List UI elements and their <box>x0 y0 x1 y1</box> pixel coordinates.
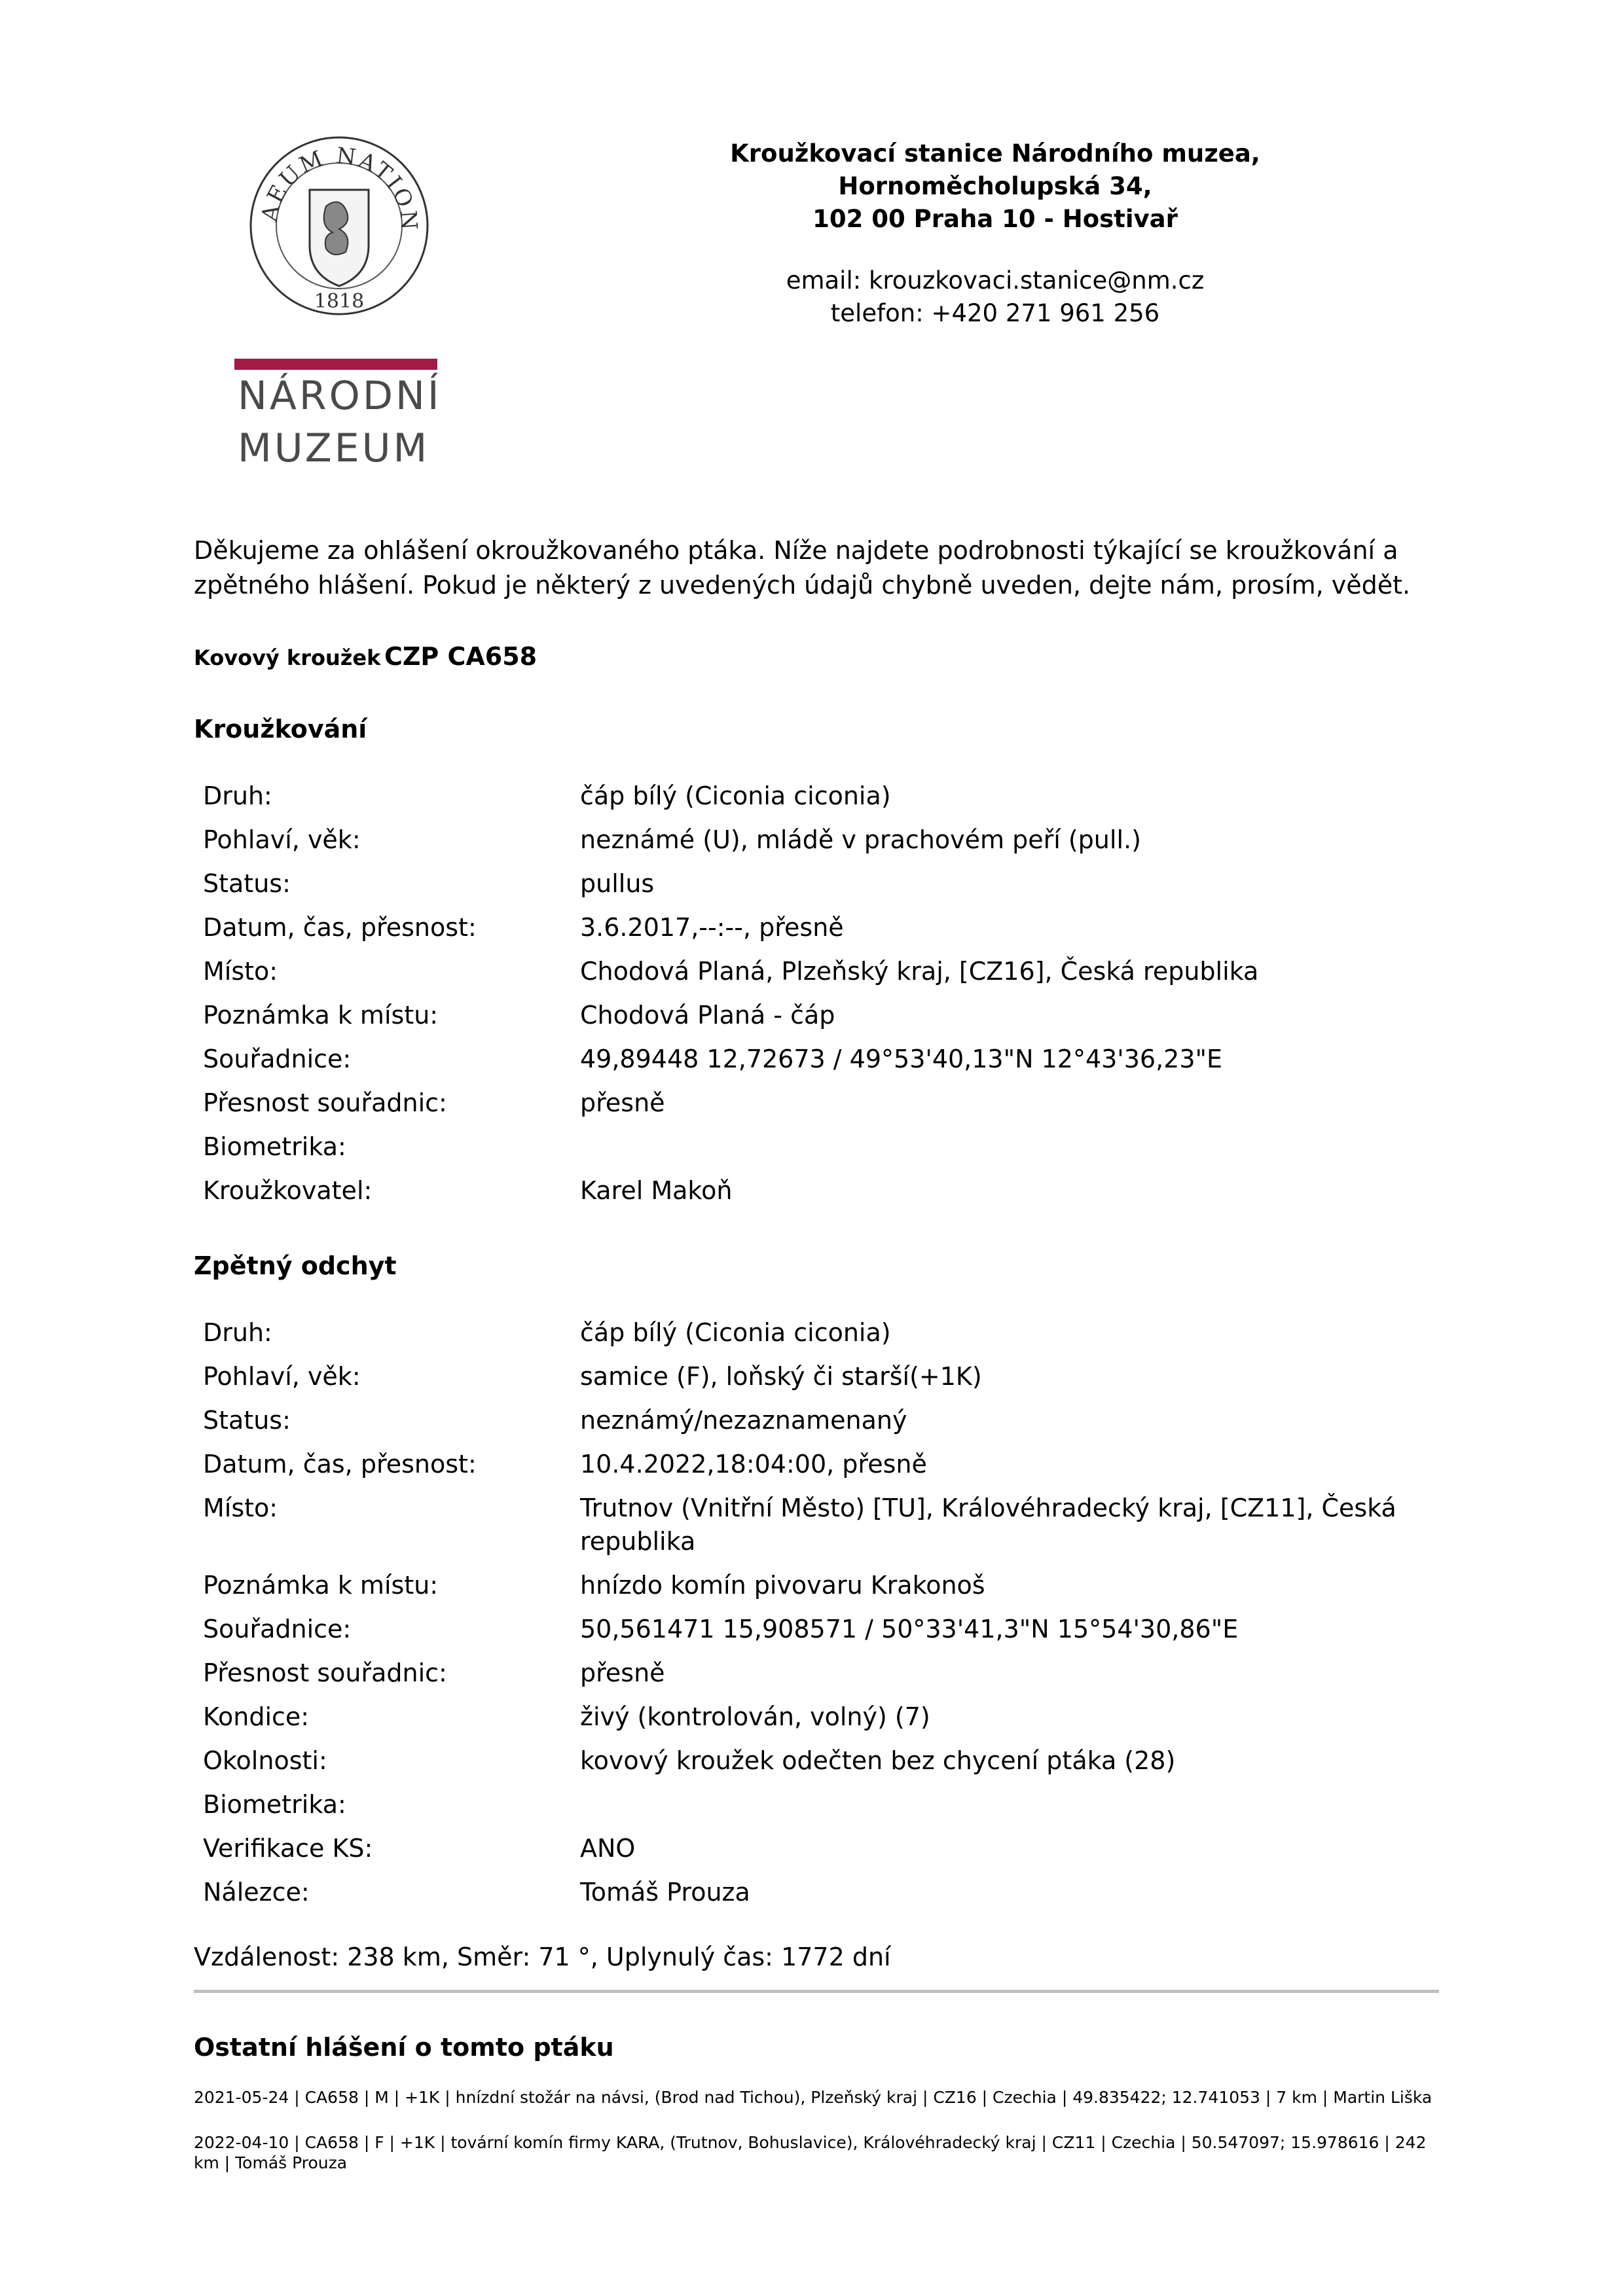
detail-row <box>194 1404 1438 1437</box>
detail-label: Biometrika: <box>203 1790 346 1819</box>
ring-id <box>194 642 1438 671</box>
detail-label: Pohlaví, věk: <box>203 1362 361 1391</box>
detail-label: Místo: <box>203 1494 278 1522</box>
detail-row <box>194 1174 1438 1208</box>
detail-row <box>194 1657 1438 1690</box>
detail-label: Druh: <box>203 781 272 810</box>
detail-row <box>194 1744 1438 1778</box>
detail-value: Trutnov (Vnitřní Město) [TU], Královéhradecký kraj, [CZ11], Česká republika <box>580 1494 1396 1556</box>
intro-text: Děkujeme za ohlášení okroužkovaného ptáka. Níže najdete podrobnosti týkající se kroužkování a zpětného hlášení. Pokud je některý z uvedených údajů chybně uveden, dejte nám, prosím, vědět. <box>194 536 1411 600</box>
narodni-muzeum-logo <box>234 134 444 484</box>
detail-label: Poznámka k místu: <box>203 1001 439 1030</box>
recovery-table <box>194 1316 1438 1909</box>
other-reports-title: Ostatní hlášení o tomto ptáku <box>194 2033 614 2062</box>
detail-value: 49,89448 12,72673 / 49°53'40,13"N 12°43'36,23"E <box>580 1045 1223 1073</box>
detail-label: Druh: <box>203 1318 272 1347</box>
detail-row <box>194 955 1438 988</box>
detail-label: Místo: <box>203 957 278 986</box>
detail-row <box>194 1360 1438 1393</box>
divider <box>194 1990 1439 1993</box>
detail-row <box>194 1876 1438 1909</box>
detail-value: živý (kontrolován, volný) (7) <box>580 1702 930 1731</box>
detail-label: Datum, čas, přesnost: <box>203 1450 477 1479</box>
svg-text:MUSAEUM NATIONALE: AEUM NATION <box>256 142 422 233</box>
detail-value: kovový kroužek odečten bez chycení ptáka (28) <box>580 1746 1176 1775</box>
detail-value: ANO <box>580 1834 636 1863</box>
detail-row <box>194 1043 1438 1076</box>
svg-text:MUZEUM: MUZEUM <box>238 425 430 471</box>
detail-label: Okolnosti: <box>203 1746 327 1775</box>
detail-value: samice (F), loňský či starší(+1K) <box>580 1362 982 1391</box>
detail-value: 50,561471 15,908571 / 50°33'41,3"N 15°54'30,86"E <box>580 1615 1239 1643</box>
detail-row <box>194 823 1438 857</box>
station-street: Hornoměcholupská 34, <box>838 172 1152 200</box>
detail-row <box>194 1316 1438 1350</box>
detail-label: Poznámka k místu: <box>203 1571 439 1600</box>
detail-value: 10.4.2022,18:04:00, přesně <box>580 1450 927 1479</box>
ring-label: Kovový kroužek <box>194 645 381 670</box>
ringing-table <box>194 780 1438 1208</box>
ringing-title: Kroužkování <box>194 715 367 744</box>
detail-value: čáp bílý (Ciconia ciconia) <box>580 781 891 810</box>
station-header <box>674 137 1316 330</box>
distance-summary: Vzdálenost: 238 km, Směr: 71 °, Uplynulý čas: 1772 dní <box>194 1943 891 1971</box>
detail-value <box>580 1130 1438 1164</box>
detail-label: Datum, čas, přesnost: <box>203 913 477 942</box>
museum-seal-icon <box>234 134 444 484</box>
detail-label: Souřadnice: <box>203 1615 352 1643</box>
detail-value: pullus <box>580 869 655 898</box>
detail-label: Souřadnice: <box>203 1045 352 1073</box>
detail-value: přesně <box>580 1088 665 1117</box>
detail-label: Verifikace KS: <box>203 1834 373 1863</box>
detail-value <box>580 1788 1438 1821</box>
detail-row <box>194 780 1438 813</box>
detail-label: Kroužkovatel: <box>203 1176 373 1205</box>
report-record: 2022-04-10 | CA658 | F | +1K | tovární komín firmy KARA, (Trutnov, Bohuslavice), Královéhradecký kraj | CZ11 | Czechia | 50.547097; 15.978616 | 242 km | Tomáš Prouza <box>194 2133 1427 2172</box>
recovery-title: Zpětný odchyt <box>194 1251 397 1280</box>
detail-row <box>194 911 1438 944</box>
detail-value: Chodová Planá, Plzeňský kraj, [CZ16], Česká republika <box>580 957 1259 986</box>
detail-label: Status: <box>203 1406 291 1435</box>
detail-row <box>194 1788 1438 1821</box>
station-phone: telefon: +420 271 961 256 <box>830 299 1160 327</box>
detail-value: neznámé (U), mládě v prachovém peří (pull.) <box>580 825 1141 854</box>
detail-value: přesně <box>580 1659 665 1687</box>
detail-row <box>194 1492 1438 1558</box>
report-body <box>194 533 1438 2173</box>
detail-value: neznámý/nezaznamenaný <box>580 1406 907 1435</box>
detail-label: Status: <box>203 869 291 898</box>
detail-label: Nálezce: <box>203 1878 310 1907</box>
detail-row <box>194 1613 1438 1646</box>
station-email: email: krouzkovaci.stanice@nm.cz <box>786 266 1205 295</box>
detail-row <box>194 867 1438 901</box>
detail-row <box>194 1569 1438 1602</box>
svg-text:NÁRODNÍ: NÁRODNÍ <box>238 373 442 419</box>
detail-row <box>194 1130 1438 1164</box>
detail-row <box>194 1700 1438 1734</box>
detail-value: 3.6.2017,--:--, přesně <box>580 913 844 942</box>
station-city: 102 00 Praha 10 - Hostivař <box>812 205 1178 233</box>
report-record: 2021-05-24 | CA658 | M | +1K | hnízdní stožár na návsi, (Brod nad Tichou), Plzeňský kraj | CZ16 | Czechia | 49.835422; 12.741053 | 7 km | Martin Liška <box>194 2088 1432 2107</box>
detail-value: Tomáš Prouza <box>580 1878 750 1907</box>
detail-label: Pohlaví, věk: <box>203 825 361 854</box>
detail-row <box>194 1832 1438 1865</box>
svg-text:1818: 1818 <box>314 290 365 313</box>
detail-label: Přesnost souřadnic: <box>203 1088 447 1117</box>
detail-row <box>194 999 1438 1032</box>
detail-value: Karel Makoň <box>580 1176 733 1205</box>
detail-row <box>194 1086 1438 1120</box>
detail-label: Biometrika: <box>203 1132 346 1161</box>
ring-value: CZP CA658 <box>384 642 538 671</box>
detail-row <box>194 1448 1438 1481</box>
detail-label: Kondice: <box>203 1702 310 1731</box>
station-name: Kroužkovací stanice Národního muzea, <box>730 139 1260 168</box>
detail-value: hnízdo komín pivovaru Krakonoš <box>580 1571 985 1600</box>
detail-value: Chodová Planá - čáp <box>580 1001 835 1030</box>
detail-label: Přesnost souřadnic: <box>203 1659 447 1687</box>
other-reports <box>194 2032 1438 2173</box>
detail-value: čáp bílý (Ciconia ciconia) <box>580 1318 891 1347</box>
